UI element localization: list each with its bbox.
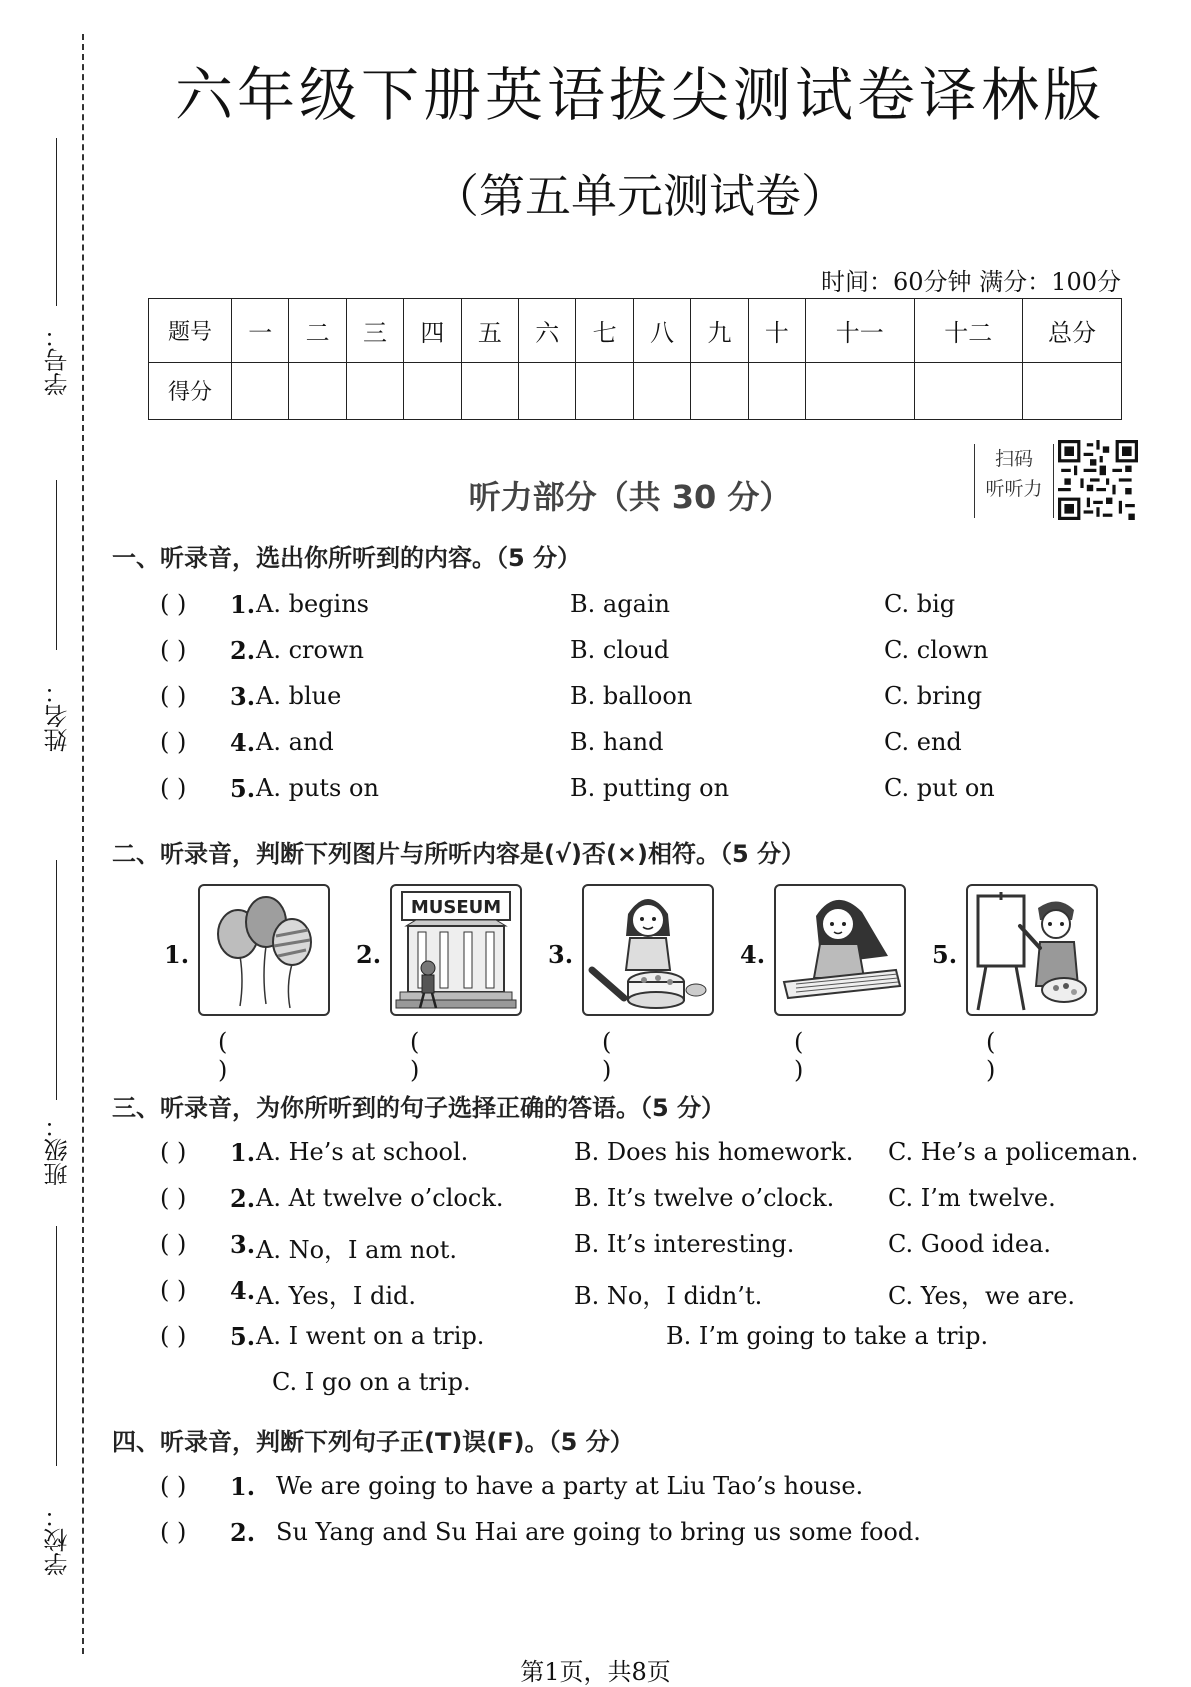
score-table-header-row [149, 299, 1122, 363]
option-a: A. He’s at school. [256, 1138, 469, 1166]
col-header-total: 总分 [1023, 299, 1122, 363]
score-cell[interactable] [576, 362, 633, 419]
option-c: C. clown [884, 636, 989, 664]
question-number: 3. [230, 1230, 256, 1259]
option-a: A. At twelve o’clock. [256, 1184, 504, 1212]
class-label: 班级： [44, 1114, 72, 1186]
listening-section-title: 听力部分（共 30 分） [468, 478, 792, 516]
question-number: 2. [230, 1518, 256, 1547]
score-cell[interactable] [519, 362, 576, 419]
museum-picture [390, 884, 522, 1016]
score-cell[interactable] [289, 362, 346, 419]
section3-heading: 三、听录音，为你所听到的句子选择正确的答语。（5 分） [112, 1094, 726, 1122]
option-c: C. bring [884, 682, 983, 710]
option-a: A. Yes，I did. [256, 1282, 417, 1310]
answer-blank[interactable]: ( ) [160, 1138, 187, 1166]
score-cell[interactable] [914, 362, 1023, 419]
qr-caption-line1: 扫码 [994, 448, 1033, 470]
section4-heading: 四、听录音，判断下列句子正(T)误(F)。（5 分） [112, 1428, 634, 1456]
option-b: B. It’s interesting. [574, 1230, 795, 1258]
option-c: C. put on [884, 774, 995, 802]
picture-answer-blank[interactable]: ( ) [794, 1028, 804, 1084]
school-label: 学校： [44, 1504, 72, 1576]
qr-code-icon[interactable] [1058, 440, 1138, 520]
score-table-score-row [149, 362, 1122, 419]
statement-text: We are going to have a party at Liu Tao’s house. [276, 1472, 864, 1500]
exam-subtitle: （第五单元测试卷） [433, 169, 847, 223]
page-number: 第1页，共8页 [520, 1658, 671, 1686]
col-header: 八 [633, 299, 690, 363]
col-header: 六 [519, 299, 576, 363]
col-header: 二 [289, 299, 346, 363]
score-table [148, 298, 1122, 420]
answer-blank[interactable]: ( ) [160, 1472, 187, 1500]
option-b: B. again [570, 590, 671, 618]
picture-number: 1. [164, 940, 190, 969]
picture-number: 2. [356, 940, 382, 969]
girl-making-cake-icon [584, 886, 712, 1014]
option-c: C. Good idea. [888, 1230, 1052, 1258]
qr-caption-line2: 听听力 [985, 478, 1043, 500]
section2-heading: 二、听录音，判断下列图片与所听内容是(√)否(×)相符。（5 分） [112, 840, 806, 868]
col-header: 一 [232, 299, 289, 363]
qr-block[interactable] [974, 440, 1134, 524]
question-number: 2. [230, 636, 256, 665]
qr-caption [974, 444, 1054, 518]
score-cell[interactable] [232, 362, 289, 419]
class-rule[interactable] [56, 860, 57, 1100]
picture-number: 5. [932, 940, 958, 969]
option-b: B. hand [570, 728, 664, 756]
option-b: B. putting on [570, 774, 730, 802]
student-id-label: 学号： [44, 324, 72, 396]
boy-painting-icon [968, 886, 1096, 1014]
answer-blank[interactable]: ( ) [160, 636, 187, 664]
col-header: 十 [748, 299, 805, 363]
question-number: 2. [230, 1184, 256, 1213]
option-a: A. and [256, 728, 334, 756]
answer-blank[interactable]: ( ) [160, 1518, 187, 1546]
option-a: A. I went on a trip. [256, 1322, 485, 1350]
question-number: 1. [230, 1138, 256, 1167]
option-b: B. balloon [570, 682, 693, 710]
cake-picture [582, 884, 714, 1016]
option-c: C. I go on a trip. [272, 1368, 471, 1396]
option-c: C. Yes，we are. [888, 1282, 1076, 1310]
option-c: C. big [884, 590, 956, 618]
option-c: C. He’s a policeman. [888, 1138, 1139, 1166]
picture-number: 4. [740, 940, 766, 969]
col-header: 四 [404, 299, 461, 363]
answer-blank[interactable]: ( ) [160, 728, 187, 756]
picture-answer-blank[interactable]: ( ) [410, 1028, 420, 1084]
option-b: B. Does his homework. [574, 1138, 854, 1166]
girl-playing-zither-icon [776, 886, 904, 1014]
zither-picture [774, 884, 906, 1016]
option-a: A. blue [256, 682, 342, 710]
question-number: 4. [230, 728, 256, 757]
option-c: C. I’m twelve. [888, 1184, 1056, 1212]
score-cell[interactable] [633, 362, 690, 419]
option-b: B. No，I didn’t. [574, 1282, 763, 1310]
question-number: 5. [230, 774, 256, 803]
col-header: 十二 [914, 299, 1023, 363]
answer-blank[interactable]: ( ) [160, 1276, 187, 1304]
score-cell[interactable] [404, 362, 461, 419]
question-number: 3. [230, 682, 256, 711]
question-number: 1. [230, 590, 256, 619]
col-header: 十一 [806, 299, 914, 363]
picture-number: 3. [548, 940, 574, 969]
question-number: 4. [230, 1276, 256, 1305]
score-cell-total[interactable] [1023, 362, 1122, 419]
col-header: 三 [346, 299, 403, 363]
time-score-info: 时间：60分钟 满分：100分 [821, 268, 1121, 296]
binding-dashed-line [82, 34, 84, 1654]
score-cell[interactable] [748, 362, 805, 419]
name-label: 姓名： [44, 680, 72, 752]
section1-heading: 一、听录音，选出你所听到的内容。（5 分） [112, 544, 582, 572]
answer-blank[interactable]: ( ) [160, 1322, 187, 1350]
col-header: 七 [576, 299, 633, 363]
score-cell[interactable] [461, 362, 518, 419]
picture-answer-blank[interactable]: ( ) [602, 1028, 612, 1084]
answer-blank[interactable]: ( ) [160, 774, 187, 802]
score-cell[interactable] [806, 362, 914, 419]
balloons-picture [198, 884, 330, 1016]
answer-blank[interactable]: ( ) [160, 682, 187, 710]
score-cell[interactable] [691, 362, 748, 419]
option-a: A. crown [256, 636, 364, 664]
museum-icon [392, 886, 520, 1014]
student-id-rule[interactable] [56, 138, 57, 306]
col-header: 九 [691, 299, 748, 363]
school-rule[interactable] [56, 1226, 57, 1466]
exam-title: 六年级下册英语拔尖测试卷译林版 [174, 61, 1105, 129]
question-number: 5. [230, 1322, 256, 1351]
answer-blank[interactable]: ( ) [160, 1184, 187, 1212]
option-b: B. cloud [570, 636, 670, 664]
option-a: A. puts on [256, 774, 379, 802]
option-a: A. No，I am not. [256, 1236, 458, 1264]
painting-picture [966, 884, 1098, 1016]
picture-answer-blank[interactable]: ( ) [218, 1028, 228, 1084]
option-c: C. end [884, 728, 962, 756]
museum-sign-text: MUSEUM [410, 897, 502, 918]
name-rule[interactable] [56, 480, 57, 650]
answer-blank[interactable]: ( ) [160, 590, 187, 618]
answer-blank[interactable]: ( ) [160, 1230, 187, 1258]
score-cell[interactable] [346, 362, 403, 419]
picture-answer-blank[interactable]: ( ) [986, 1028, 996, 1084]
option-a: A. begins [256, 590, 369, 618]
question-number: 1. [230, 1472, 256, 1501]
row-label-score: 得分 [149, 362, 232, 419]
row-label-question-no: 题号 [149, 299, 232, 363]
balloons-icon [200, 886, 328, 1014]
statement-text: Su Yang and Su Hai are going to bring us some food. [276, 1518, 921, 1546]
col-header: 五 [461, 299, 518, 363]
option-b: B. I’m going to take a trip. [666, 1322, 989, 1350]
option-b: B. It’s twelve o’clock. [574, 1184, 835, 1212]
